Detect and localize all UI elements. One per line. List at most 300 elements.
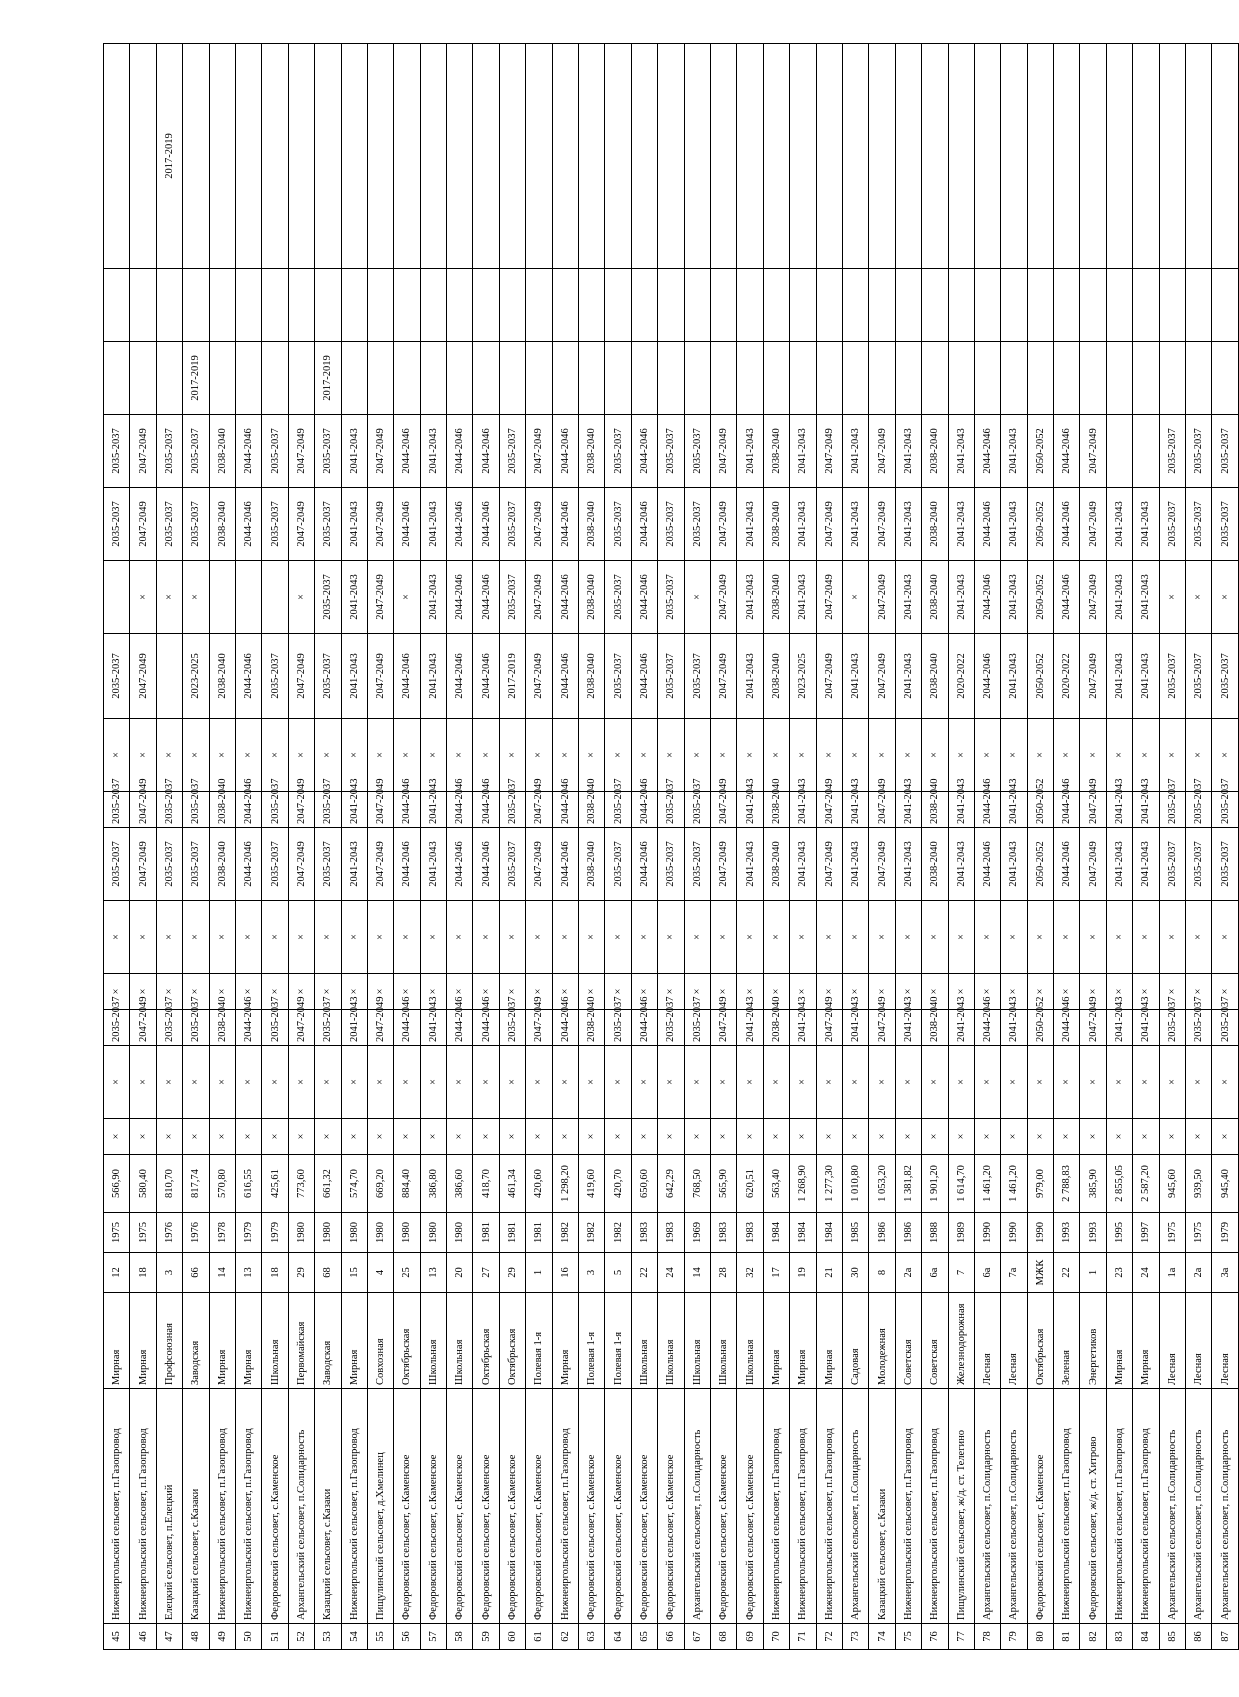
schedule-cell bbox=[235, 44, 261, 269]
schedule-cell: 2035-2037 bbox=[684, 415, 710, 488]
area-cell: 461,34 bbox=[499, 1155, 525, 1213]
schedule-cell: × bbox=[420, 974, 446, 1010]
schedule-cell: 2035-2037 bbox=[104, 828, 130, 901]
schedule-cell: 2035-2037 bbox=[104, 1010, 130, 1046]
schedule-cell bbox=[262, 342, 288, 415]
area-cell: 385,90 bbox=[1080, 1155, 1106, 1213]
settlement-cell: Федоровский сельсовет, с.Каменское bbox=[1027, 1389, 1053, 1624]
schedule-cell: 2041-2043 bbox=[1133, 792, 1159, 828]
settlement-cell: Федоровский сельсовет, ж/д. ст. Хитрово bbox=[1080, 1389, 1106, 1624]
schedule-cell: × bbox=[1159, 561, 1185, 634]
schedule-cell: 2044-2046 bbox=[394, 1010, 420, 1046]
schedule-cell bbox=[526, 269, 552, 342]
street-cell: Октябрьская bbox=[1027, 1293, 1053, 1389]
schedule-cell: × bbox=[631, 719, 657, 792]
schedule-cell bbox=[209, 342, 235, 415]
schedule-cell: 2038-2040 bbox=[579, 488, 605, 561]
table-row bbox=[288, 44, 314, 1650]
schedule-cell: 2038-2040 bbox=[922, 561, 948, 634]
schedule-cell: × bbox=[183, 901, 209, 974]
schedule-cell: × bbox=[842, 719, 868, 792]
schedule-cell: 2047-2049 bbox=[869, 561, 895, 634]
schedule-cell: × bbox=[658, 1119, 684, 1155]
schedule-cell: 2044-2046 bbox=[552, 561, 578, 634]
schedule-cell: 2035-2037 bbox=[1159, 792, 1185, 828]
schedule-cell: 2041-2043 bbox=[948, 415, 974, 488]
schedule-cell: 2041-2043 bbox=[790, 792, 816, 828]
schedule-cell: × bbox=[816, 974, 842, 1010]
schedule-cell: 2035-2037 bbox=[1186, 792, 1212, 828]
street-cell: Школьная bbox=[420, 1293, 446, 1389]
schedule-cell bbox=[763, 269, 789, 342]
schedule-cell: × bbox=[869, 1046, 895, 1119]
schedule-cell bbox=[737, 269, 763, 342]
schedule-cell: 2038-2040 bbox=[579, 1010, 605, 1046]
table-row bbox=[104, 44, 130, 1650]
street-cell: Мирная bbox=[552, 1293, 578, 1389]
schedule-cell: 2041-2043 bbox=[420, 828, 446, 901]
schedule-cell: 2047-2049 bbox=[869, 488, 895, 561]
schedule-cell: 2047-2049 bbox=[869, 828, 895, 901]
row-number: 62 bbox=[552, 1624, 578, 1650]
row-number: 56 bbox=[394, 1624, 420, 1650]
schedule-cell: × bbox=[1001, 719, 1027, 792]
schedule-cell: 2041-2043 bbox=[1106, 828, 1132, 901]
schedule-cell: × bbox=[288, 1046, 314, 1119]
schedule-cell: 2020-2022 bbox=[948, 634, 974, 719]
schedule-cell: 2035-2037 bbox=[262, 488, 288, 561]
schedule-cell bbox=[948, 342, 974, 415]
schedule-cell: 2038-2040 bbox=[763, 561, 789, 634]
schedule-cell: 2041-2043 bbox=[420, 1010, 446, 1046]
schedule-cell bbox=[842, 44, 868, 269]
row-number: 69 bbox=[737, 1624, 763, 1650]
schedule-cell: × bbox=[737, 1119, 763, 1155]
schedule-cell: × bbox=[631, 1046, 657, 1119]
schedule-cell: × bbox=[104, 1046, 130, 1119]
row-number: 59 bbox=[473, 1624, 499, 1650]
house-number-cell: 16 bbox=[552, 1253, 578, 1293]
row-number: 60 bbox=[499, 1624, 525, 1650]
row-number: 48 bbox=[183, 1624, 209, 1650]
schedule-cell: × bbox=[341, 901, 367, 974]
build-year-cell: 1990 bbox=[1027, 1213, 1053, 1253]
settlement-cell: Федоровский сельсовет, с.Каменское bbox=[473, 1389, 499, 1624]
schedule-cell: 2041-2043 bbox=[948, 561, 974, 634]
house-number-cell: 18 bbox=[262, 1253, 288, 1293]
house-number-cell: 23 bbox=[1106, 1253, 1132, 1293]
schedule-cell: × bbox=[104, 974, 130, 1010]
build-year-cell: 1980 bbox=[288, 1213, 314, 1253]
schedule-cell bbox=[869, 269, 895, 342]
schedule-cell: × bbox=[763, 719, 789, 792]
schedule-cell bbox=[579, 44, 605, 269]
area-cell: 386,80 bbox=[420, 1155, 446, 1213]
schedule-cell: × bbox=[1027, 719, 1053, 792]
schedule-cell bbox=[684, 44, 710, 269]
schedule-cell: × bbox=[710, 1119, 736, 1155]
build-year-cell: 1978 bbox=[209, 1213, 235, 1253]
schedule-cell: 2035-2037 bbox=[658, 1010, 684, 1046]
street-cell: Октябрьская bbox=[499, 1293, 525, 1389]
row-number: 57 bbox=[420, 1624, 446, 1650]
schedule-cell: 2035-2037 bbox=[156, 1010, 182, 1046]
schedule-cell: × bbox=[367, 1119, 393, 1155]
schedule-cell: × bbox=[579, 974, 605, 1010]
schedule-cell: × bbox=[288, 901, 314, 974]
house-number-cell: 1 bbox=[526, 1253, 552, 1293]
schedule-cell: 2035-2037 bbox=[499, 1010, 525, 1046]
house-number-cell: 28 bbox=[710, 1253, 736, 1293]
schedule-cell: 2041-2043 bbox=[948, 828, 974, 901]
schedule-cell bbox=[1080, 342, 1106, 415]
row-number: 81 bbox=[1054, 1624, 1080, 1650]
schedule-cell bbox=[130, 269, 156, 342]
street-cell: Школьная bbox=[262, 1293, 288, 1389]
schedule-cell bbox=[922, 44, 948, 269]
table-row bbox=[156, 44, 182, 1650]
settlement-cell: Пищулинский сельсовет, ж/д. ст. Телегино bbox=[948, 1389, 974, 1624]
street-cell: Энергетиков bbox=[1080, 1293, 1106, 1389]
schedule-cell: × bbox=[579, 1046, 605, 1119]
schedule-cell bbox=[104, 269, 130, 342]
schedule-cell: 2041-2043 bbox=[842, 488, 868, 561]
schedule-cell: 2035-2037 bbox=[658, 561, 684, 634]
schedule-cell bbox=[341, 44, 367, 269]
house-number-cell: 19 bbox=[790, 1253, 816, 1293]
schedule-cell: 2044-2046 bbox=[473, 561, 499, 634]
schedule-cell: 2047-2049 bbox=[1080, 634, 1106, 719]
street-cell: Школьная bbox=[447, 1293, 473, 1389]
schedule-cell: × bbox=[526, 719, 552, 792]
area-cell: 1 461,20 bbox=[1001, 1155, 1027, 1213]
street-cell: Лесная bbox=[1212, 1293, 1238, 1389]
schedule-cell: 2041-2043 bbox=[341, 1010, 367, 1046]
build-year-cell: 1980 bbox=[367, 1213, 393, 1253]
schedule-cell: × bbox=[579, 719, 605, 792]
schedule-cell: × bbox=[1186, 1046, 1212, 1119]
schedule-cell bbox=[658, 342, 684, 415]
schedule-cell bbox=[394, 342, 420, 415]
schedule-cell: 2047-2049 bbox=[526, 488, 552, 561]
schedule-cell: × bbox=[209, 901, 235, 974]
build-year-cell: 1975 bbox=[1159, 1213, 1185, 1253]
house-number-cell: 8 bbox=[869, 1253, 895, 1293]
schedule-cell: 2044-2046 bbox=[1054, 415, 1080, 488]
row-number: 53 bbox=[315, 1624, 341, 1650]
schedule-cell: 2050-2052 bbox=[1027, 415, 1053, 488]
schedule-cell: 2041-2043 bbox=[948, 792, 974, 828]
schedule-cell bbox=[1133, 415, 1159, 488]
schedule-cell bbox=[790, 269, 816, 342]
schedule-cell: × bbox=[763, 1119, 789, 1155]
area-cell: 419,60 bbox=[579, 1155, 605, 1213]
row-number: 66 bbox=[658, 1624, 684, 1650]
settlement-cell: Федоровский сельсовет, с.Каменское bbox=[605, 1389, 631, 1624]
build-year-cell: 1975 bbox=[130, 1213, 156, 1253]
table-row bbox=[209, 44, 235, 1650]
schedule-cell: × bbox=[209, 719, 235, 792]
schedule-cell: 2041-2043 bbox=[1133, 634, 1159, 719]
schedule-cell: 2041-2043 bbox=[737, 828, 763, 901]
schedule-cell: × bbox=[974, 974, 1000, 1010]
schedule-cell bbox=[499, 342, 525, 415]
schedule-cell: × bbox=[1106, 719, 1132, 792]
schedule-cell: × bbox=[341, 1119, 367, 1155]
table-row bbox=[183, 44, 209, 1650]
street-cell: Школьная bbox=[684, 1293, 710, 1389]
schedule-cell: × bbox=[842, 1119, 868, 1155]
schedule-cell bbox=[262, 561, 288, 634]
schedule-cell bbox=[526, 44, 552, 269]
row-number: 86 bbox=[1186, 1624, 1212, 1650]
schedule-cell: × bbox=[974, 901, 1000, 974]
schedule-cell: 2044-2046 bbox=[631, 792, 657, 828]
schedule-cell: 2047-2049 bbox=[1080, 561, 1106, 634]
schedule-cell: × bbox=[1054, 1046, 1080, 1119]
schedule-cell bbox=[1186, 44, 1212, 269]
schedule-cell: 2035-2037 bbox=[262, 1010, 288, 1046]
street-cell: Профсоюзная bbox=[156, 1293, 182, 1389]
schedule-cell: × bbox=[579, 901, 605, 974]
schedule-cell: × bbox=[156, 1046, 182, 1119]
table-row bbox=[262, 44, 288, 1650]
build-year-cell: 1980 bbox=[447, 1213, 473, 1253]
table-row bbox=[1186, 44, 1212, 1650]
schedule-cell: × bbox=[315, 719, 341, 792]
schedule-cell: × bbox=[1186, 974, 1212, 1010]
house-number-cell: 29 bbox=[288, 1253, 314, 1293]
schedule-cell: 2047-2049 bbox=[710, 828, 736, 901]
area-cell: 661,32 bbox=[315, 1155, 341, 1213]
schedule-cell: 2035-2037 bbox=[1159, 415, 1185, 488]
schedule-cell bbox=[1001, 44, 1027, 269]
schedule-cell: 2041-2043 bbox=[895, 488, 921, 561]
house-number-cell: МЖК bbox=[1027, 1253, 1053, 1293]
schedule-cell bbox=[1186, 269, 1212, 342]
area-cell: 1 298,20 bbox=[552, 1155, 578, 1213]
table-row bbox=[1133, 44, 1159, 1650]
schedule-cell: 2047-2049 bbox=[526, 415, 552, 488]
settlement-cell: Архангельский сельсовет, п.Солидарность bbox=[1001, 1389, 1027, 1624]
schedule-cell: × bbox=[499, 1119, 525, 1155]
schedule-cell bbox=[315, 269, 341, 342]
schedule-cell: × bbox=[895, 719, 921, 792]
build-year-cell: 1993 bbox=[1054, 1213, 1080, 1253]
schedule-cell: 2035-2037 bbox=[104, 488, 130, 561]
schedule-cell: 2035-2037 bbox=[315, 792, 341, 828]
schedule-cell: × bbox=[288, 719, 314, 792]
settlement-cell: Нижнеиргольский сельсовет, п.Газопровод bbox=[1133, 1389, 1159, 1624]
schedule-cell: × bbox=[790, 1119, 816, 1155]
settlement-cell: Федоровский сельсовет, с.Каменское bbox=[631, 1389, 657, 1624]
row-number: 71 bbox=[790, 1624, 816, 1650]
schedule-cell: 2041-2043 bbox=[895, 561, 921, 634]
schedule-cell: × bbox=[790, 719, 816, 792]
street-cell: Первомайская bbox=[288, 1293, 314, 1389]
schedule-cell: × bbox=[1159, 974, 1185, 1010]
street-cell: Полевая 1-я bbox=[579, 1293, 605, 1389]
row-number: 78 bbox=[974, 1624, 1000, 1650]
house-number-cell: 68 bbox=[315, 1253, 341, 1293]
area-cell: 1 381,82 bbox=[895, 1155, 921, 1213]
table-row bbox=[499, 44, 525, 1650]
house-number-cell: 24 bbox=[1133, 1253, 1159, 1293]
schedule-cell bbox=[605, 269, 631, 342]
schedule-cell: × bbox=[1080, 1119, 1106, 1155]
schedule-cell: 2035-2037 bbox=[1212, 488, 1238, 561]
schedule-cell: 2041-2043 bbox=[895, 828, 921, 901]
settlement-cell: Казацкий сельсовет, с.Казаки bbox=[315, 1389, 341, 1624]
settlement-cell: Архангельский сельсовет, п.Солидарность bbox=[1212, 1389, 1238, 1624]
house-number-cell: 4 bbox=[367, 1253, 393, 1293]
street-cell: Садовая bbox=[842, 1293, 868, 1389]
schedule-cell: 2047-2049 bbox=[869, 415, 895, 488]
schedule-cell: × bbox=[288, 974, 314, 1010]
schedule-cell: 2044-2046 bbox=[235, 792, 261, 828]
schedule-cell: 2038-2040 bbox=[922, 792, 948, 828]
schedule-cell: 2044-2046 bbox=[394, 792, 420, 828]
schedule-cell bbox=[710, 269, 736, 342]
build-year-cell: 1975 bbox=[1186, 1213, 1212, 1253]
schedule-cell: × bbox=[420, 1119, 446, 1155]
settlement-cell: Федоровский сельсовет, с.Каменское bbox=[579, 1389, 605, 1624]
schedule-cell: 2038-2040 bbox=[922, 828, 948, 901]
schedule-cell: 2041-2043 bbox=[948, 488, 974, 561]
schedule-cell: 2047-2049 bbox=[130, 792, 156, 828]
schedule-cell: 2044-2046 bbox=[473, 792, 499, 828]
area-cell: 768,50 bbox=[684, 1155, 710, 1213]
street-cell: Заводская bbox=[183, 1293, 209, 1389]
schedule-cell: 2041-2043 bbox=[1133, 828, 1159, 901]
row-number: 46 bbox=[130, 1624, 156, 1650]
schedule-cell: 2035-2037 bbox=[183, 415, 209, 488]
house-number-cell: 2а bbox=[1186, 1253, 1212, 1293]
build-year-cell: 1983 bbox=[631, 1213, 657, 1253]
schedule-cell: 2047-2049 bbox=[288, 828, 314, 901]
schedule-cell: 2047-2049 bbox=[526, 561, 552, 634]
schedule-cell bbox=[948, 44, 974, 269]
schedule-cell: × bbox=[605, 974, 631, 1010]
schedule-cell: 2044-2046 bbox=[473, 488, 499, 561]
schedule-cell bbox=[579, 269, 605, 342]
schedule-cell bbox=[552, 342, 578, 415]
schedule-cell: × bbox=[130, 974, 156, 1010]
house-number-cell: 21 bbox=[816, 1253, 842, 1293]
street-cell: Октябрьская bbox=[473, 1293, 499, 1389]
settlement-cell: Архангельский сельсовет, п.Солидарность bbox=[288, 1389, 314, 1624]
schedule-cell: 2035-2037 bbox=[104, 415, 130, 488]
schedule-cell: 2047-2049 bbox=[710, 634, 736, 719]
schedule-cell: 2044-2046 bbox=[552, 634, 578, 719]
schedule-cell: 2041-2043 bbox=[790, 561, 816, 634]
schedule-cell: 2035-2037 bbox=[315, 634, 341, 719]
row-number: 54 bbox=[341, 1624, 367, 1650]
schedule-cell: 2047-2049 bbox=[1080, 828, 1106, 901]
table-row bbox=[737, 44, 763, 1650]
area-cell: 979,00 bbox=[1027, 1155, 1053, 1213]
schedule-cell: × bbox=[658, 901, 684, 974]
settlement-cell: Архангельский сельсовет, п.Солидарность bbox=[684, 1389, 710, 1624]
schedule-cell bbox=[922, 342, 948, 415]
table-row bbox=[948, 44, 974, 1650]
house-number-cell: 6а bbox=[922, 1253, 948, 1293]
schedule-cell: 2035-2037 bbox=[1212, 415, 1238, 488]
schedule-cell: × bbox=[262, 901, 288, 974]
schedule-cell: 2044-2046 bbox=[1054, 488, 1080, 561]
schedule-cell bbox=[737, 342, 763, 415]
schedule-cell: × bbox=[394, 1119, 420, 1155]
table-row bbox=[552, 44, 578, 1650]
area-cell: 939,50 bbox=[1186, 1155, 1212, 1213]
schedule-cell bbox=[473, 269, 499, 342]
table-row bbox=[1159, 44, 1185, 1650]
schedule-cell: 2038-2040 bbox=[209, 634, 235, 719]
schedule-cell: 2047-2049 bbox=[816, 792, 842, 828]
schedule-cell bbox=[790, 342, 816, 415]
schedule-cell: × bbox=[394, 561, 420, 634]
schedule-cell: 2017-2019 bbox=[183, 342, 209, 415]
schedule-cell: × bbox=[710, 719, 736, 792]
schedule-cell: 2044-2046 bbox=[974, 792, 1000, 828]
house-number-cell: 17 bbox=[763, 1253, 789, 1293]
row-number: 75 bbox=[895, 1624, 921, 1650]
schedule-cell: 2044-2046 bbox=[394, 415, 420, 488]
row-number: 70 bbox=[763, 1624, 789, 1650]
row-number: 52 bbox=[288, 1624, 314, 1650]
area-cell: 1 010,80 bbox=[842, 1155, 868, 1213]
settlement-cell: Казацкий сельсовет, с.Казаки bbox=[869, 1389, 895, 1624]
schedule-cell bbox=[1159, 44, 1185, 269]
house-number-cell: 13 bbox=[420, 1253, 446, 1293]
schedule-cell: 2044-2046 bbox=[1054, 561, 1080, 634]
schedule-cell bbox=[684, 269, 710, 342]
schedule-cell: 2035-2037 bbox=[1212, 1010, 1238, 1046]
schedule-cell: × bbox=[1212, 719, 1238, 792]
schedule-cell: 2038-2040 bbox=[763, 634, 789, 719]
schedule-cell: × bbox=[974, 1046, 1000, 1119]
schedule-cell: × bbox=[447, 901, 473, 974]
schedule-cell bbox=[869, 342, 895, 415]
settlement-cell: Нижнеиргольский сельсовет, п.Газопровод bbox=[895, 1389, 921, 1624]
house-number-cell: 1а bbox=[1159, 1253, 1185, 1293]
schedule-cell bbox=[1133, 342, 1159, 415]
schedule-cell bbox=[1159, 269, 1185, 342]
schedule-cell: 2035-2037 bbox=[605, 634, 631, 719]
schedule-cell bbox=[974, 342, 1000, 415]
schedule-cell: 2047-2049 bbox=[367, 1010, 393, 1046]
table-row bbox=[526, 44, 552, 1650]
build-year-cell: 1984 bbox=[790, 1213, 816, 1253]
area-cell: 1 901,20 bbox=[922, 1155, 948, 1213]
settlement-cell: Казацкий сельсовет, с.Казаки bbox=[183, 1389, 209, 1624]
schedule-cell: × bbox=[816, 1046, 842, 1119]
schedule-cell bbox=[1054, 269, 1080, 342]
schedule-cell: 2035-2037 bbox=[1212, 634, 1238, 719]
schedule-cell: 2038-2040 bbox=[922, 488, 948, 561]
schedule-cell: 2035-2037 bbox=[658, 634, 684, 719]
schedule-cell: × bbox=[684, 974, 710, 1010]
build-year-cell: 1980 bbox=[315, 1213, 341, 1253]
schedule-cell: 2044-2046 bbox=[394, 634, 420, 719]
schedule-cell: 2041-2043 bbox=[1106, 634, 1132, 719]
house-number-cell: 12 bbox=[104, 1253, 130, 1293]
street-cell: Октябрьская bbox=[394, 1293, 420, 1389]
schedule-cell: 2038-2040 bbox=[763, 792, 789, 828]
schedule-cell: × bbox=[1054, 1119, 1080, 1155]
schedule-cell: × bbox=[473, 901, 499, 974]
build-year-cell: 1982 bbox=[579, 1213, 605, 1253]
